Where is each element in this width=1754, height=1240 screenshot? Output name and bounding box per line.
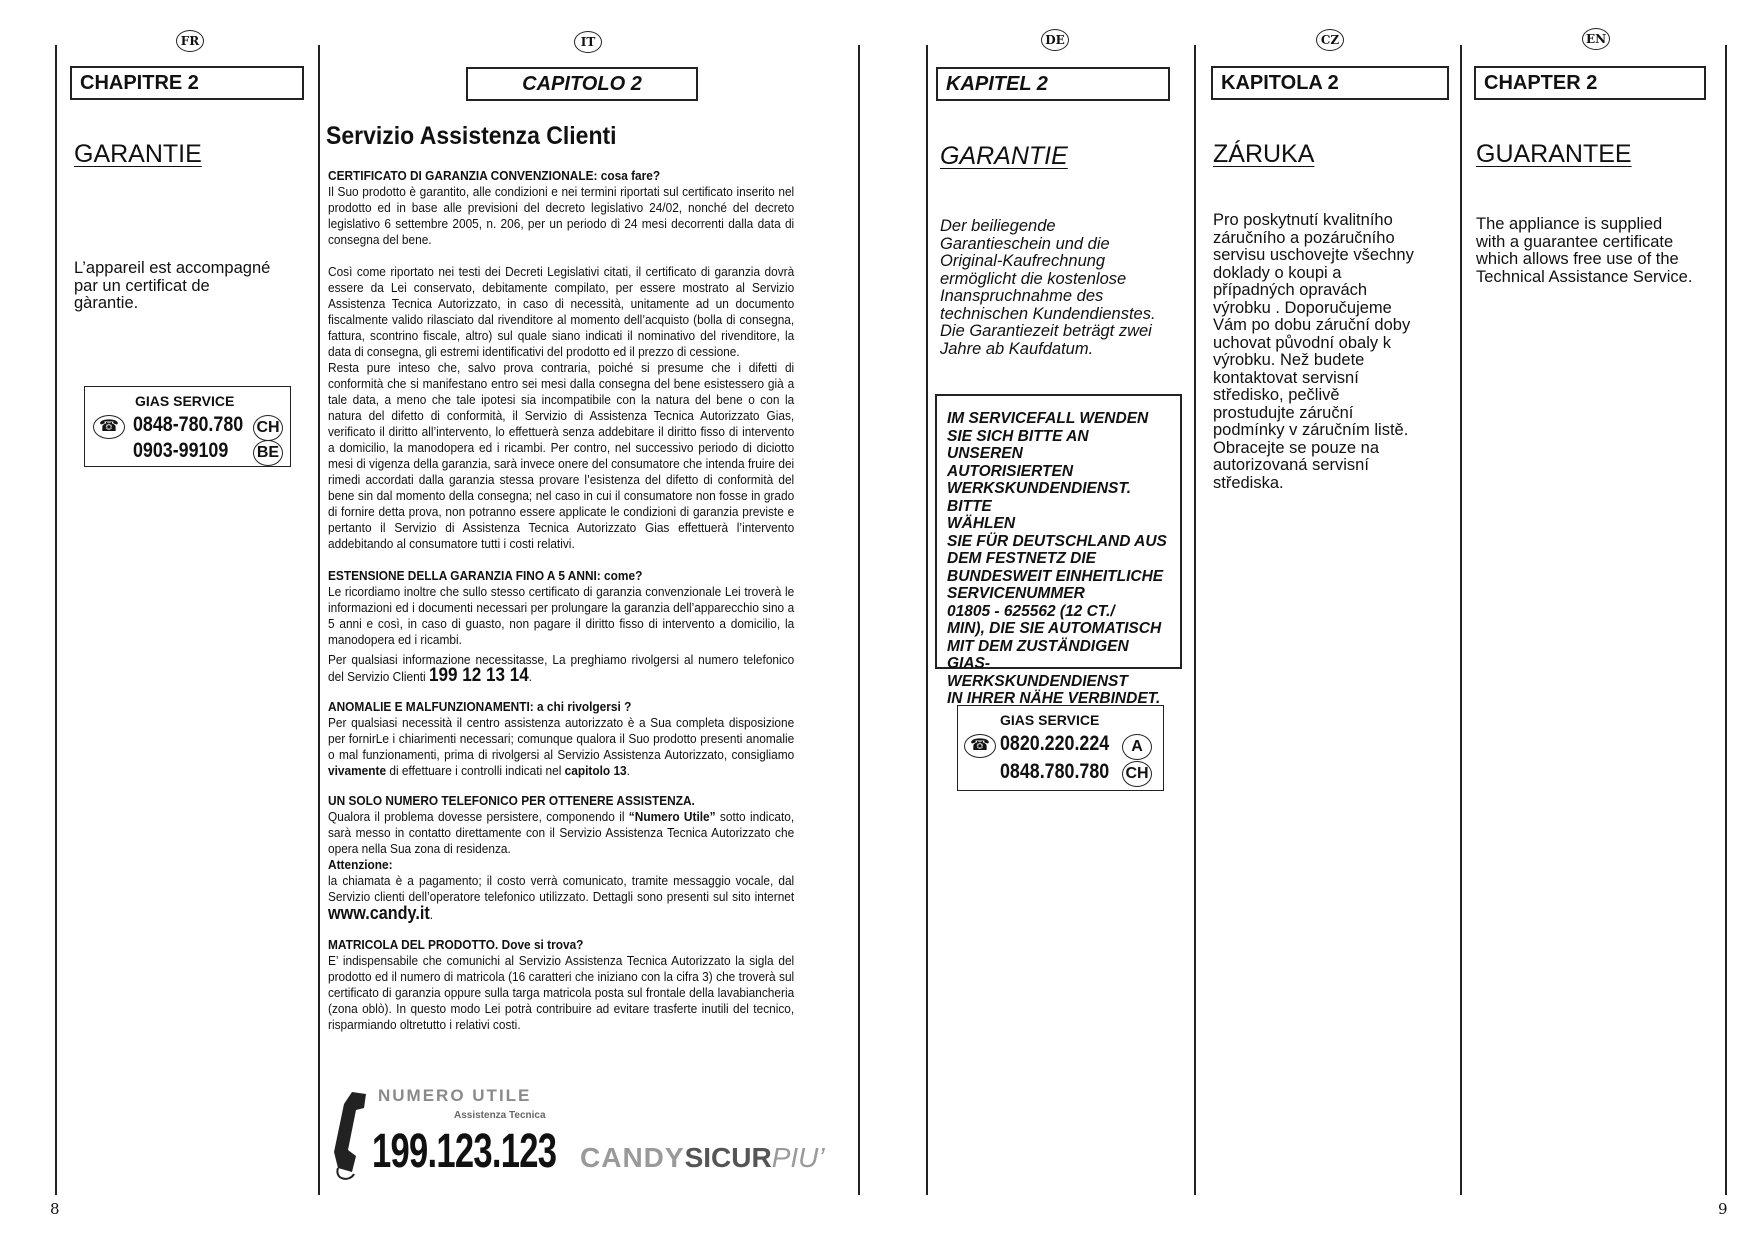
paragraph-service-phone: Per qualsiasi informazione necessitasse, La preghiamo rivolgersi al numero telefonico del Servizio Clienti 199 12 13 14.	[328, 652, 795, 686]
paragraph-text: Qualora il problema dovesse persistere, componendo il	[328, 809, 625, 824]
section-title-en: GUARANTEE	[1476, 140, 1632, 168]
telephone-icon: ☎	[93, 415, 125, 439]
service-notice-text: IM SERVICEFALL WENDEN SIE SICH BITTE AN UNSEREN AUTORISIERTEN WERKSKUNDENDIENST. BITTE WÄHLEN SIE FÜR DEUTSCHLAND AUS DEM FESTNETZ DIE BUNDESWEIT EINHEITLICHE SERVICENUMMER 01805 - 625562 (12 CT./ MIN), DIE SIE AUTOMATISCH MIT DEM ZUSTÄNDIGEN GIAS-WERKSKUNDENDIENST IN IHRER NÄHE VERBINDET.	[947, 410, 1167, 707]
candysicur-logo	[580, 1142, 825, 1174]
paragraph: Resta pure inteso che, salvo prova contraria, poiché si presume che i difetti di conformità che si manifestano entro sei mesi dalla consegna del bene esistessero già a tale data, a meno che tale ipotesi sia incompatibile con la natura del bene o con la natura del difetto di conformità, il Servizio di Assistenza Tecnica Autorizzato Gias, verificato il diritto all’intervento, lo effettuerà senza addebitare il diritto fisso di intervento a domicilio, la manodopera ed i ricambi. Per contro, nel successivo periodo di diciotto mesi di vigenza della garanzia, sarà invece onere del consumatore che intenda fruire dei rimedi accordati dalla garanzia stessa provare l’esistenza del difetto di conformità del bene sin dal momento della consegna; nel caso in cui il consumatore non fosse in grado di fornire detta prova, non potranno essere applicate le condizioni di garanzia previste e pertanto il Servizio di Assistenza Tecnica Autorizzato Gias effettuerà l’intervento addebitando al consumatore tutti i costi relativi.	[328, 360, 795, 551]
column-rule	[1725, 45, 1727, 1195]
assistenza-label: Assistenza Tecnica	[454, 1110, 546, 1121]
page-number-right: 9	[1718, 1200, 1728, 1218]
telephone-icon: ☎	[964, 734, 996, 758]
chapter-heading-en: CHAPTER 2	[1474, 66, 1706, 100]
paragraph: E’ indispensabile che comunichi al Servizio Assistenza Tecnica Autorizzato la sigla del prodotto ed il numero di matricola (16 caratteri che iniziano con la cifra 3) che troverà sul certificato di garanzia oppure sulla targa matricola posta sul frontale della lavabiancheria (zona oblò). In questo modo Lei potrà contribuire ad evitare trasferte inutili del tecnico, risparmiando oltretutto i relativi costi.	[328, 953, 795, 1032]
column-rule	[55, 45, 57, 1195]
phone-number-ch: 0848.780.780	[1000, 760, 1110, 783]
paragraph: Le ricordiamo inoltre che sullo stesso certificato di garanzia convenzionale Lei troverà le informazioni ed i documenti necessari per prolungare la garanzia dell’apparecchio sino a 5 anni e così, in caso di guasto, non pagare il diritto fisso di intervento a domicilio, la manodopera ed i ricambi.	[328, 584, 795, 647]
phone-number-be: 0903-99109	[133, 439, 229, 462]
paragraph: Il Suo prodotto è garantito, alle condizioni e nei termini riportati sul certificato inserito nel prodotto ed in base alle previsioni del decreto legislativo 24/02, nonché del decreto legislativo 6 settembre 2005, n. 206, per un periodo di 24 mesi decorrenti dalla data di consegna del bene.	[328, 184, 795, 247]
body-text-fr: L’appareil est accompagné par un certificat de gàrantie.	[74, 259, 271, 312]
heading-extension: ESTENSIONE DELLA GARANZIA FINO A 5 ANNI: come?	[328, 568, 643, 583]
gias-title: GIAS SERVICE	[135, 393, 235, 409]
section-title-fr: GARANTIE	[74, 140, 202, 168]
website-link[interactable]: www.candy.it	[328, 903, 430, 923]
page-number-left: 8	[50, 1200, 60, 1218]
paragraph: Così come riportato nei testi dei Decreti Legislativi citati, il certificato di garanzia dovrà essere da Lei conservato, debitamente compilato, per essere mostrato al Servizio Assistenza Tecnica Autorizzato, in caso di necessità, unitamente ad un documento fiscalmente valido rilasciato dal rivenditore al momento dell’acquisto (bolla di consegna, fattura, scontrino fiscale, altro) sul quale siano indicati il nominativo del rivenditore, la data di consegna, gli estremi identificativi del prodotto ed il prezzo di cessione.	[328, 264, 795, 359]
chapter-heading-it: CAPITOLO 2	[466, 67, 698, 101]
gias-service-box-de	[957, 705, 1164, 791]
de-service-box	[935, 394, 1182, 707]
handset-icon	[330, 1090, 370, 1180]
country-code-at: A	[1122, 734, 1152, 760]
body-text-cz: Pro poskytnutí kvalitního záručního a pozáručního servisu uschovejte všechny doklady o koupi a případných opravách výrobku . Doporučujeme Vám po dobu záruční doby uchovat původní obaly k výrobku. Než budete kontaktovat servisní středisko, pečlivě prostudujte záruční podmínky v záručním listě. Obracejte se pouze na autorizovaná servisní střediska.	[1213, 211, 1414, 492]
it-article	[328, 168, 794, 1033]
numero-utile-label: NUMERO UTILE	[378, 1086, 532, 1105]
column-rule	[926, 45, 928, 1195]
phone-number-at: 0820.220.224	[1000, 732, 1110, 755]
body-text-de: Der beiliegende Garantieschein und die Original-Kaufrechnung ermöglicht die kostenlose Inanspruchnahme des technischen Kundendienstes. Die Garantiezeit beträgt zwei Jahre ab Kaufdatum.	[940, 217, 1156, 358]
body-text-en: The appliance is supplied with a guarantee certificate which allows free use of the Technical Assistance Service.	[1476, 215, 1693, 286]
paragraph-text: Per qualsiasi necessità il centro assistenza autorizzato è a Sua completa disposizione per fornirLe i chiarimenti necessari; comunque qualora il Suo prodotto presenti anomalie o mal funzionamenti, prima di rivolgersi al Servizio Assistenza Autorizzato, consigliamo	[328, 715, 795, 762]
paragraph-text: di effettuare i controlli indicati nel	[389, 763, 562, 778]
emphasis: vivamente	[328, 763, 387, 778]
gias-service-box-fr	[84, 386, 291, 467]
column-rule	[1460, 45, 1462, 1195]
heading-single-number: UN SOLO NUMERO TELEFONICO PER OTTENERE ASSISTENZA.	[328, 793, 695, 808]
chapter-heading-de: KAPITEL 2	[936, 67, 1170, 101]
emphasis: “Numero Utile”	[628, 809, 716, 824]
paragraph	[328, 809, 794, 857]
heading-certificate: CERTIFICATO DI GARANZIA CONVENZIONALE: cosa fare?	[328, 168, 661, 183]
lang-badge-en: EN	[1582, 28, 1610, 50]
country-code-ch: CH	[1122, 761, 1152, 787]
logo-candy: CANDY	[580, 1142, 685, 1173]
column-rule	[1194, 45, 1196, 1195]
heading-serial-number: MATRICOLA DEL PRODOTTO. Dove si trova?	[328, 937, 584, 952]
lang-badge-cz: CZ	[1316, 29, 1344, 51]
chapter-heading-cz: KAPITOLA 2	[1211, 66, 1449, 100]
country-code-be: BE	[253, 440, 283, 466]
gias-title: GIAS SERVICE	[1000, 712, 1100, 728]
paragraph: Per qualsiasi necessità il centro assistenza autorizzato è a Sua completa disposizione per fornirLe i chiarimenti necessari; comunque qualora il Suo prodotto presenti anomalie o mal funzionamenti, prima di rivolgersi al Servizio Assistenza Autorizzato, consigliamo vivamente di effettuare i controlli indicati nel capitolo 13.	[328, 715, 795, 778]
section-title-de: GARANTIE	[940, 142, 1068, 170]
logo-piu: PIU’	[771, 1142, 825, 1173]
lang-badge-de: DE	[1041, 29, 1069, 51]
service-phone-number: 199 12 13 14	[428, 665, 529, 686]
chapter-reference: capitolo 13	[564, 763, 627, 778]
lang-badge-it: IT	[574, 31, 602, 53]
chapter-heading-fr: CHAPITRE 2	[70, 66, 304, 100]
paragraph-text: Per qualsiasi informazione necessitasse, La preghiamo rivolgersi al numero telefonico del Servizio Clienti	[328, 652, 795, 684]
paragraph: la chiamata è a pagamento; il costo verrà comunicato, tramite messaggio vocale, dal Servizio clienti dell’operatore telefonico utilizzato. Dettagli sono presenti sul sito internet www.candy.it.	[328, 873, 795, 923]
column-rule	[858, 45, 860, 1195]
phone-number-ch: 0848-780.780	[133, 413, 244, 436]
numero-utile-logo	[326, 1086, 556, 1186]
attention-label: Attenzione:	[328, 857, 393, 872]
logo-sicur: SICUR	[684, 1142, 772, 1173]
paragraph-text: sotto indicato, sarà messo in contatto direttamente con il Servizio Assistenza Tecnica Autorizzato che opera nella Sua zona di residenza.	[328, 809, 795, 856]
heading-anomalies: ANOMALIE E MALFUNZIONAMENTI: a chi rivolgersi ?	[328, 699, 632, 714]
paragraph-text: la chiamata è a pagamento; il costo verrà comunicato, tramite messaggio vocale, dal Servizio clienti dell’operatore telefonico utilizzato. Dettagli sono presenti sul sito internet	[328, 873, 795, 904]
country-code-ch: CH	[253, 415, 283, 441]
section-title-cz: ZÁRUKA	[1213, 140, 1315, 168]
lang-badge-fr: FR	[176, 30, 204, 52]
section-title-it: Servizio Assistenza Clienti	[326, 122, 617, 150]
numero-utile-phone: 199.123.123	[372, 1125, 557, 1178]
column-rule	[318, 45, 320, 1195]
